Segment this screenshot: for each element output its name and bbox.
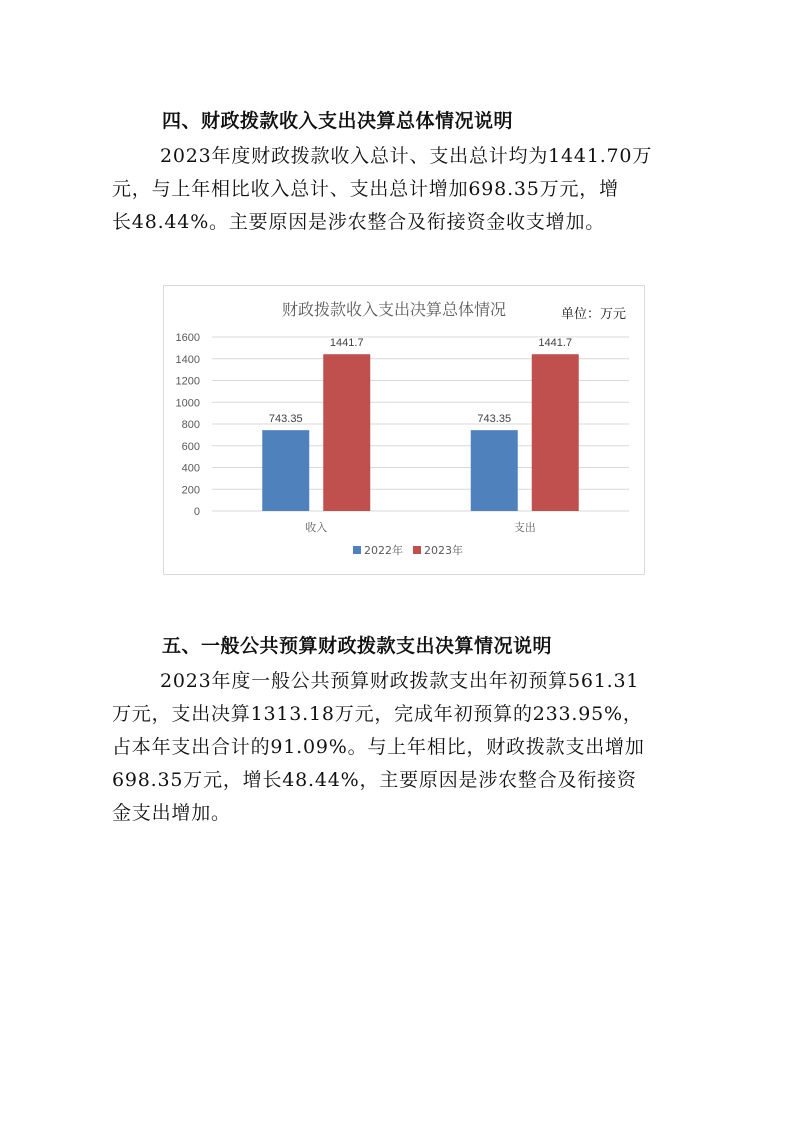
bar-2023年-收入: [323, 354, 370, 511]
section4-heading: 四、财政拨款收入支出决算总体情况说明: [162, 110, 514, 132]
data-label: 1441.7: [538, 337, 573, 350]
y-tick-label: 600: [181, 440, 200, 453]
y-tick-label: 1400: [175, 353, 200, 366]
data-label: 743.35: [268, 413, 303, 426]
y-tick-label: 200: [181, 484, 200, 497]
section5-line: 万元，支出决算1313.18万元，完成年初预算的233.95%，: [112, 703, 643, 725]
y-tick-label: 800: [181, 419, 200, 431]
legend: [353, 543, 463, 557]
section5-heading: 五、一般公共预算财政拨款支出决算情况说明: [162, 635, 553, 657]
section5-paragraph: [112, 665, 682, 830]
section4-line: 2023年度财政拨款收入总计、支出总计均为1441.70万: [160, 145, 653, 167]
y-tick-label: 400: [181, 462, 200, 475]
section4-line: 长48.44%。主要原因是涉农整合及衔接资金收支增加。: [112, 211, 606, 233]
x-category-label: 支出: [513, 521, 536, 534]
section4-paragraph: [112, 140, 682, 239]
chart-title: 财政拨款收入支出决算总体情况: [281, 300, 507, 319]
section5-line: 金支出增加。: [112, 802, 231, 824]
y-tick-label: 1600: [175, 332, 200, 344]
data-label: 743.35: [477, 413, 512, 426]
section5-line: 698.35万元，增长48.44%，主要原因是涉农整合及衔接资: [112, 769, 637, 791]
bar-2022年-收入: [262, 430, 309, 511]
bars: [262, 354, 579, 511]
y-axis-ticks: [176, 332, 200, 518]
y-tick-label: 0: [193, 506, 200, 518]
legend-swatch: [413, 546, 421, 554]
chart-canvas: [164, 286, 644, 574]
y-tick-label: 1200: [175, 375, 200, 388]
legend-swatch: [353, 546, 361, 554]
chart-unit-label: 单位：万元: [560, 307, 626, 322]
bar-2022年-支出: [471, 430, 518, 511]
x-category-label: 收入: [305, 521, 328, 534]
bar-2023年-支出: [532, 354, 579, 511]
legend-label: 2022年: [364, 544, 403, 557]
section5-line: 占本年支出合计的91.09%。与上年相比，财政拨款支出增加: [112, 736, 645, 758]
data-labels: [269, 337, 572, 425]
data-label: 1441.7: [329, 337, 364, 350]
budget-chart: [163, 285, 645, 575]
section5-line: 2023年度一般公共预算财政拨款支出年初预算561.31: [160, 670, 640, 692]
x-axis-categories: [305, 520, 536, 534]
legend-label: 2023年: [424, 544, 463, 557]
section4-line: 元，与上年相比收入总计、支出总计增加698.35万元，增: [112, 178, 619, 200]
y-tick-label: 1000: [175, 397, 200, 410]
